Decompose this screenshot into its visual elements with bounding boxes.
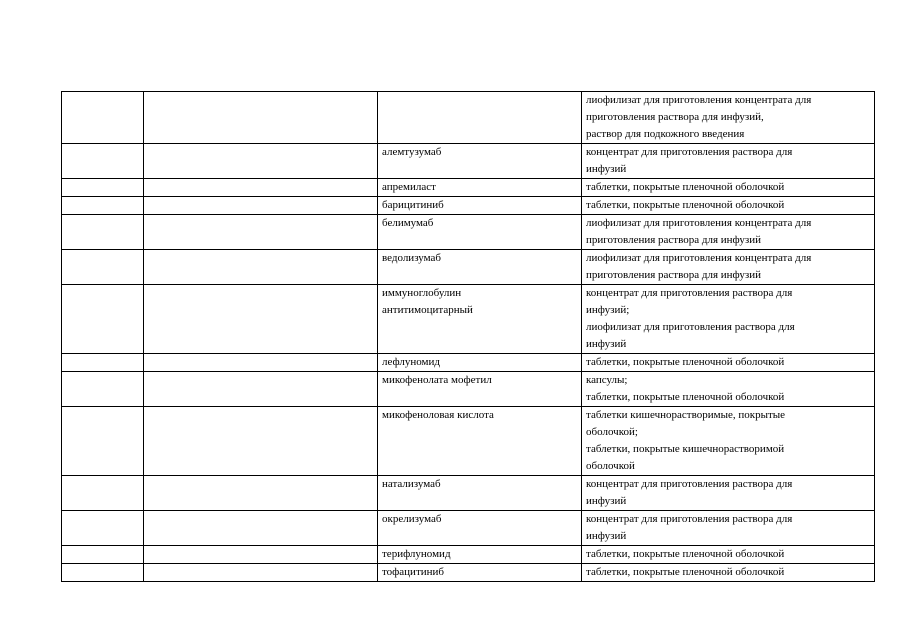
drug-name-cell: апремиласт: [378, 179, 582, 197]
atc-code-cell: [62, 197, 144, 215]
drug-name-cell: натализумаб: [378, 476, 582, 511]
dosage-form-cell: таблетки, покрытые пленочной оболочкой: [582, 179, 875, 197]
dosage-form-cell: лиофилизат для приготовления концентрата для приготовления раствора для инфузий: [582, 215, 875, 250]
anatomical-group-cell: [144, 144, 378, 179]
anatomical-group-cell: [144, 546, 378, 564]
drug-name-cell: алемтузумаб: [378, 144, 582, 179]
table-row: [62, 215, 875, 250]
drug-name-cell: барицитиниб: [378, 197, 582, 215]
atc-code-cell: [62, 546, 144, 564]
table-row: [62, 407, 875, 476]
dosage-form-cell: лиофилизат для приготовления концентрата для приготовления раствора для инфузий: [582, 250, 875, 285]
anatomical-group-cell: [144, 179, 378, 197]
anatomical-group-cell: [144, 250, 378, 285]
atc-code-cell: [62, 250, 144, 285]
dosage-form-cell: концентрат для приготовления раствора для инфузий; лиофилизат для приготовления раствора для инфузий: [582, 285, 875, 354]
table-row: [62, 511, 875, 546]
table-row: [62, 250, 875, 285]
dosage-form-cell: лиофилизат для приготовления концентрата для приготовления раствора для инфузий, раствор для подкожного введения: [582, 92, 875, 144]
table-row: [62, 197, 875, 215]
table-row: [62, 179, 875, 197]
anatomical-group-cell: [144, 372, 378, 407]
anatomical-group-cell: [144, 215, 378, 250]
table-row: [62, 564, 875, 582]
table-row: [62, 285, 875, 354]
drug-name-cell: терифлуномид: [378, 546, 582, 564]
table-row: [62, 372, 875, 407]
atc-code-cell: [62, 179, 144, 197]
atc-code-cell: [62, 92, 144, 144]
table-row: [62, 92, 875, 144]
table-row: [62, 354, 875, 372]
dosage-form-cell: капсулы; таблетки, покрытые пленочной оболочкой: [582, 372, 875, 407]
drug-name-cell: лефлуномид: [378, 354, 582, 372]
anatomical-group-cell: [144, 511, 378, 546]
drug-name-cell: иммуноглобулин антитимоцитарный: [378, 285, 582, 354]
dosage-form-cell: таблетки, покрытые пленочной оболочкой: [582, 354, 875, 372]
dosage-form-cell: концентрат для приготовления раствора для инфузий: [582, 144, 875, 179]
atc-code-cell: [62, 511, 144, 546]
drug-name-cell: белимумаб: [378, 215, 582, 250]
dosage-form-cell: таблетки, покрытые пленочной оболочкой: [582, 546, 875, 564]
dosage-form-cell: таблетки, покрытые пленочной оболочкой: [582, 564, 875, 582]
dosage-form-cell: концентрат для приготовления раствора для инфузий: [582, 511, 875, 546]
drug-table: [61, 91, 875, 582]
table-row: [62, 546, 875, 564]
drug-name-cell: микофенолата мофетил: [378, 372, 582, 407]
dosage-form-cell: таблетки, покрытые пленочной оболочкой: [582, 197, 875, 215]
drug-name-cell: [378, 92, 582, 144]
anatomical-group-cell: [144, 197, 378, 215]
anatomical-group-cell: [144, 407, 378, 476]
atc-code-cell: [62, 144, 144, 179]
dosage-form-cell: концентрат для приготовления раствора для инфузий: [582, 476, 875, 511]
anatomical-group-cell: [144, 285, 378, 354]
drug-name-cell: микофеноловая кислота: [378, 407, 582, 476]
drug-name-cell: тофацитиниб: [378, 564, 582, 582]
atc-code-cell: [62, 564, 144, 582]
anatomical-group-cell: [144, 354, 378, 372]
anatomical-group-cell: [144, 476, 378, 511]
dosage-form-cell: таблетки кишечнорастворимые, покрытые оболочкой; таблетки, покрытые кишечнорастворимой оболочкой: [582, 407, 875, 476]
anatomical-group-cell: [144, 564, 378, 582]
anatomical-group-cell: [144, 92, 378, 144]
atc-code-cell: [62, 215, 144, 250]
drug-name-cell: окрелизумаб: [378, 511, 582, 546]
atc-code-cell: [62, 285, 144, 354]
table-row: [62, 476, 875, 511]
atc-code-cell: [62, 372, 144, 407]
atc-code-cell: [62, 476, 144, 511]
table-body: [62, 92, 875, 582]
atc-code-cell: [62, 407, 144, 476]
drug-name-cell: ведолизумаб: [378, 250, 582, 285]
atc-code-cell: [62, 354, 144, 372]
table-row: [62, 144, 875, 179]
